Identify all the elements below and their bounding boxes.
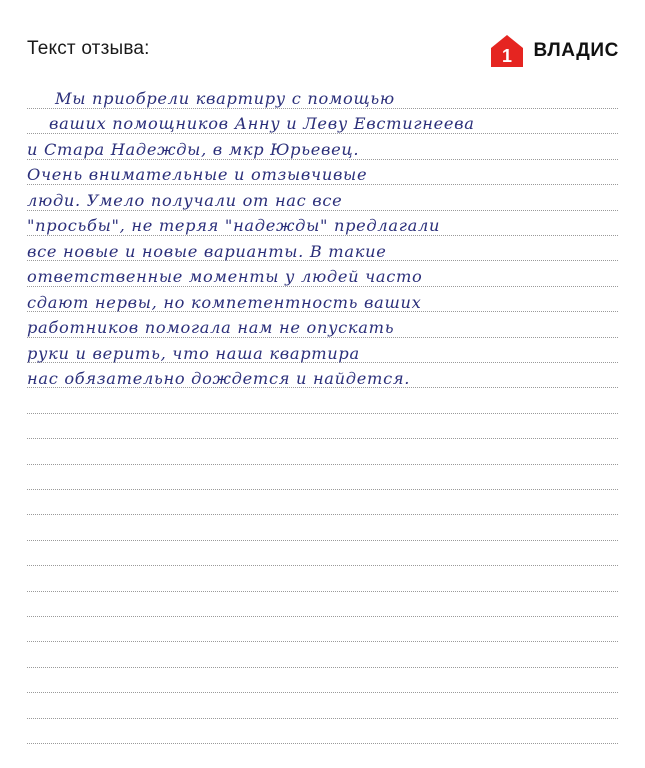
ruled-line (27, 743, 618, 744)
ruled-line (27, 591, 618, 592)
review-line-1: Мы приобрели квартиру с помощью (55, 89, 395, 108)
brand-logo (490, 34, 619, 68)
ruled-line (27, 489, 618, 490)
review-heading: Текст отзыва: (27, 38, 150, 59)
ruled-line (27, 641, 618, 642)
review-line-12: нас обязательно дождется и найдется. (27, 369, 411, 388)
review-line-5: люди. Умело получали от нас все (27, 191, 343, 210)
handwritten-review-sheet (27, 80, 618, 760)
review-line-4: Очень внимательные и отзывчивые (27, 165, 368, 184)
ruled-line (27, 514, 618, 515)
review-line-3: и Стара Надежды, в мкр Юрьевец. (27, 140, 360, 159)
review-line-8: ответственные моменты у людей часто (27, 267, 423, 286)
ruled-line (27, 464, 618, 465)
review-line-10: работников помогала нам не опускать (27, 318, 395, 337)
house-number-one-icon (490, 34, 524, 68)
ruled-line (27, 413, 618, 414)
review-line-9: сдают нервы, но компетентность ваших (27, 293, 422, 312)
ruled-line (27, 692, 618, 693)
ruled-line (27, 718, 618, 719)
review-line-11: руки и верить, что наша квартира (27, 344, 360, 363)
ruled-line (27, 540, 618, 541)
review-line-7: все новые и новые варианты. В такие (27, 242, 387, 261)
review-line-2: ваших помощников Анну и Леву Евстигнеева (49, 114, 475, 133)
brand-icon-number: 1 (502, 46, 513, 66)
ruled-line (27, 616, 618, 617)
ruled-line (27, 565, 618, 566)
ruled-line (27, 438, 618, 439)
brand-name: ВЛАДИС (533, 40, 619, 61)
review-line-6: "просьбы", не теряя "надежды" предлагали (27, 216, 441, 235)
ruled-line (27, 667, 618, 668)
